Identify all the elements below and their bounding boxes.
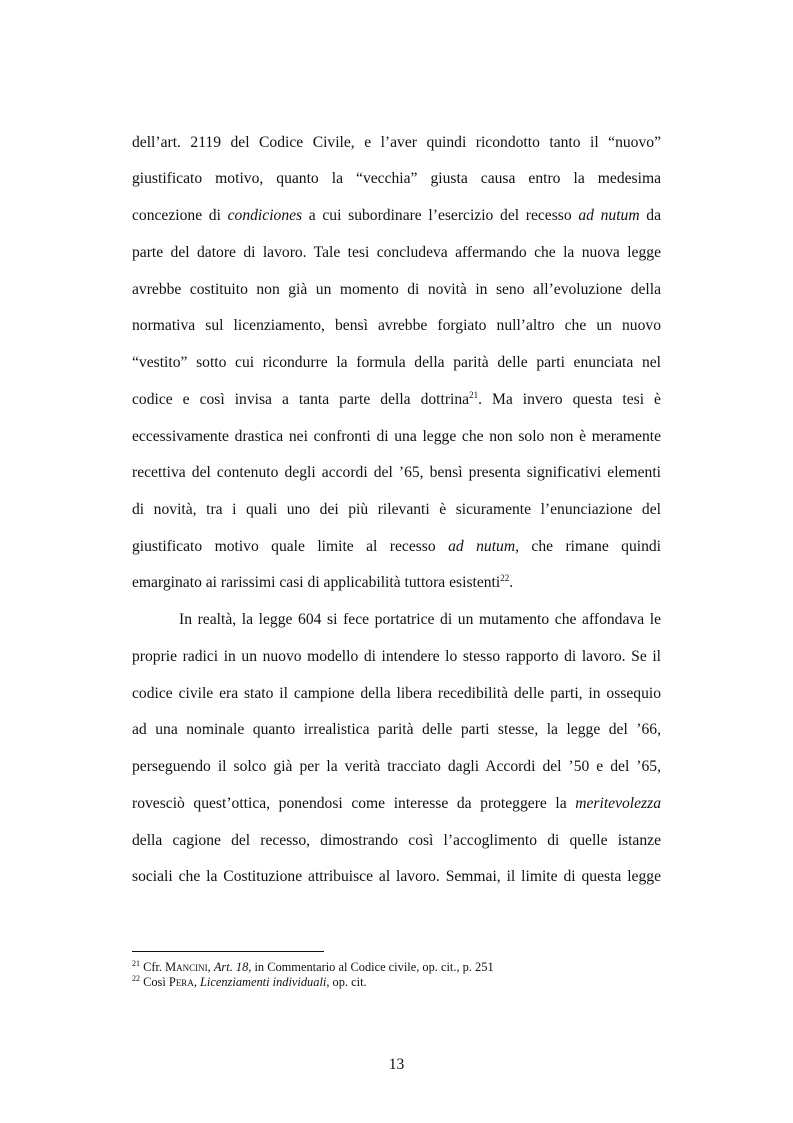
page-number: 13 <box>388 1056 405 1073</box>
text: concezione di <box>132 207 228 224</box>
body-line-12 <box>132 537 661 557</box>
text: di novità, tra i quali uno dei più rilevanti è sicuramente l’enunciazione del <box>132 501 661 518</box>
cited-title: Art. 18 <box>213 960 249 974</box>
text: codice e così invisa a tanta parte della dottrina <box>132 391 470 408</box>
body-line-7 <box>132 353 661 373</box>
footnote-separator <box>132 951 324 952</box>
body-line-3 <box>132 206 661 226</box>
footnote-number: 22 <box>132 974 140 983</box>
body-line-14 <box>179 610 661 630</box>
body-line-1 <box>132 133 661 153</box>
text: da <box>639 207 661 224</box>
text: , in Commentario al Codice civile, op. cit., p. 251 <box>248 960 494 974</box>
text: , <box>193 975 201 989</box>
text: recettiva del contenuto degli accordi del ’65, bensì presenta significativi elementi <box>132 464 661 481</box>
text: . Ma invero questa tesi è <box>478 391 661 408</box>
text: codice civile era stato il campione della libera recedibilità delle parti, in ossequio <box>132 685 661 702</box>
body-line-18 <box>132 757 661 777</box>
body-line-15 <box>132 647 661 667</box>
italic-term: ad nutum <box>578 207 640 224</box>
text: “vestito” sotto cui ricondurre la formula della parità delle parti enunciata nel <box>132 354 661 371</box>
text: , <box>207 960 214 974</box>
text: Cfr. <box>140 960 166 974</box>
body-line-6 <box>132 316 661 336</box>
body-line-10 <box>132 463 661 483</box>
body-line-17 <box>132 720 661 740</box>
body-line-5 <box>132 280 661 300</box>
body-line-8 <box>132 390 661 410</box>
author: Mancini <box>165 960 208 974</box>
italic-term: condiciones <box>227 207 303 224</box>
text: giustificato motivo quale limite al recesso <box>132 538 449 555</box>
text: dell’art. 2119 del Codice Civile, e l’aver quindi ricondotto tanto il “nuovo” <box>132 134 661 151</box>
cited-title: Licenziamenti individuali <box>200 975 327 989</box>
text: . <box>509 574 514 591</box>
text: normativa sul licenziamento, bensì avrebbe forgiato null’altro che un nuovo <box>132 317 661 334</box>
text: In realtà, la legge 604 si fece portatrice di un mutamento che affondava le <box>179 611 661 628</box>
author: Pera <box>168 975 194 989</box>
text: ad una nominale quanto irrealistica parità delle parti stesse, la legge del ’66, <box>132 721 661 738</box>
footnote-ref: 21 <box>469 390 479 400</box>
body-line-16 <box>132 684 661 704</box>
text: a cui subordinare l’esercizio del recesso <box>302 207 579 224</box>
text: , op. cit. <box>326 975 367 989</box>
body-line-11 <box>132 500 661 520</box>
text: emarginato ai rarissimi casi di applicabilità tuttora esistenti <box>132 574 501 591</box>
text: eccessivamente drastica nei confronti di una legge che non solo non è meramente <box>132 428 661 445</box>
text: della cagione del recesso, dimostrando così l’accoglimento di quelle istanze <box>132 832 661 849</box>
body-line-20 <box>132 831 661 851</box>
text: parte del datore di lavoro. Tale tesi concludeva affermando che la nuova legge <box>132 244 661 261</box>
text: giustificato motivo, quanto la “vecchia” giusta causa entro la medesima <box>132 170 661 187</box>
body-line-13 <box>132 573 661 593</box>
body-line-4 <box>132 243 661 263</box>
text: Così <box>140 975 169 989</box>
body-line-19 <box>132 794 661 814</box>
body-line-21 <box>132 867 661 887</box>
text: , che rimane quindi <box>515 538 662 555</box>
text: avrebbe costituito non già un momento di novità in seno all’evoluzione della <box>132 281 661 298</box>
text: proprie radici in un nuovo modello di intendere lo stesso rapporto di lavoro. Se il <box>132 648 661 665</box>
text: perseguendo il solco già per la verità tracciato dagli Accordi del ’50 e del ’65, <box>132 758 661 775</box>
footnote-number: 21 <box>132 959 140 968</box>
text: rovesciò quest’ottica, ponendosi come interesse da proteggere la <box>132 795 576 812</box>
italic-term: ad nutum <box>448 538 516 555</box>
footnote-ref: 22 <box>500 573 510 583</box>
body-line-9 <box>132 427 661 447</box>
footnote-21 <box>132 960 494 975</box>
italic-term: meritevolezza <box>575 795 661 812</box>
text: sociali che la Costituzione attribuisce al lavoro. Semmai, il limite di questa legge <box>132 868 661 885</box>
footnote-22 <box>132 975 367 990</box>
body-line-2 <box>132 169 661 189</box>
